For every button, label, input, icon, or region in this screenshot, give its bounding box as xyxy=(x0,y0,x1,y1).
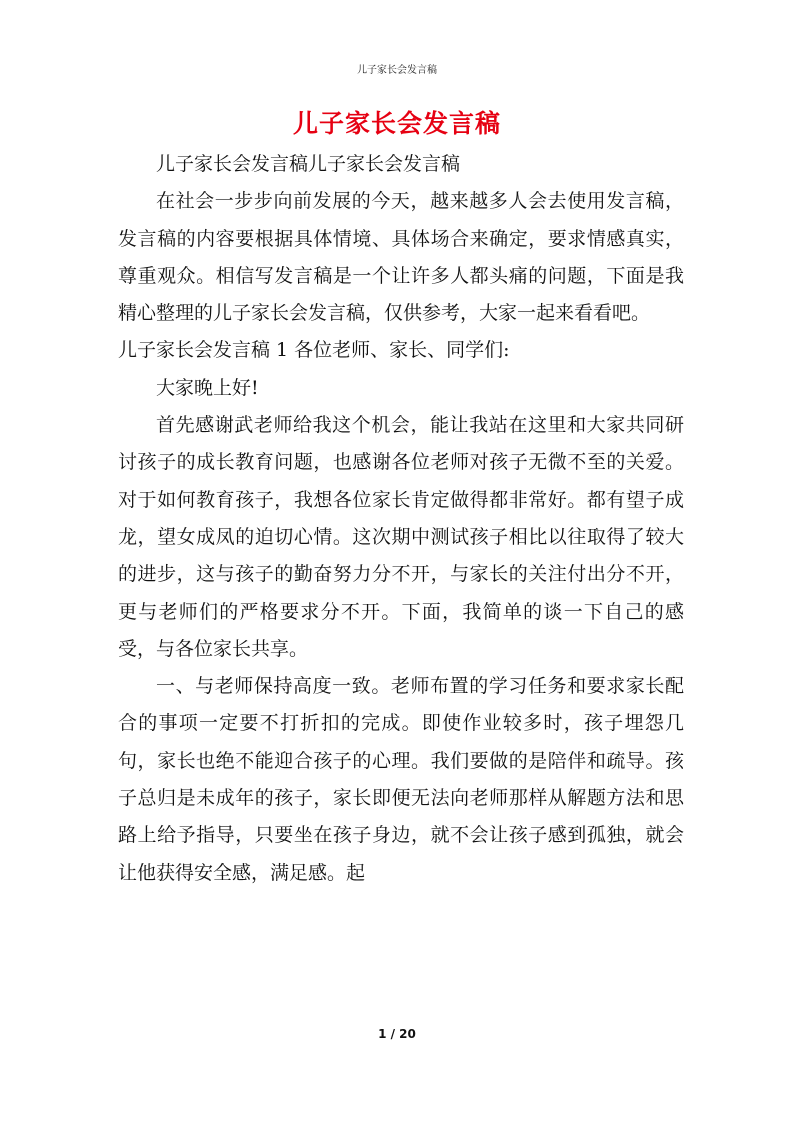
subtitle-paragraph: 儿子家长会发言稿儿子家长会发言稿 xyxy=(156,153,461,175)
intro-paragraph: 在社会一步步向前发展的今天，越来越多人会去使用发言稿，发言稿的内容要根据具体情境、具体场合来确定，要求情感真实，尊重观众。相信写发言稿是一个让许多人都头痛的问题，下面是我精心整理的儿子家长会发言稿，仅供参考，大家一起来看看吧。 xyxy=(118,190,684,325)
section-heading-paragraph: 儿子家长会发言稿 1 各位老师、家长、同学们: xyxy=(118,339,510,362)
page-number: 1 / 20 xyxy=(378,1027,416,1041)
document-body xyxy=(118,146,684,892)
body-paragraph: 一、与老师保持高度一致。老师布置的学习任务和要求家长配合的事项一定要不打折扣的完成。即使作业较多时，孩子埋怨几句，家长也绝不能迎合孩子的心理。我们要做的是陪伴和疏导。孩子总归是未成年的孩子，家长即便无法向老师那样从解题方法和思路上给予指导，只要坐在孩子身边，就不会让孩子感到孤独，就会让他获得安全感，满足感。起 xyxy=(118,675,684,884)
document-title: 儿子家长会发言稿 xyxy=(292,109,501,138)
body-paragraph: 首先感谢武老师给我这个机会，能让我站在这里和大家共同研讨孩子的成长教育问题，也感谢各位老师对孩子无微不至的关爱。对于如何教育孩子，我想各位家长肯定做得都非常好。都有望子成龙，望女成凤的迫切心情。这次期中测试孩子相比以往取得了较大的进步，这与孩子的勤奋努力分不开，与家长的关注付出分不开，更与老师们的严格要求分不开。下面，我简单的谈一下自己的感受，与各位家长共享。 xyxy=(118,414,684,660)
greeting-paragraph: 大家晚上好! xyxy=(156,376,259,399)
running-header: 儿子家长会发言稿 xyxy=(357,65,437,76)
